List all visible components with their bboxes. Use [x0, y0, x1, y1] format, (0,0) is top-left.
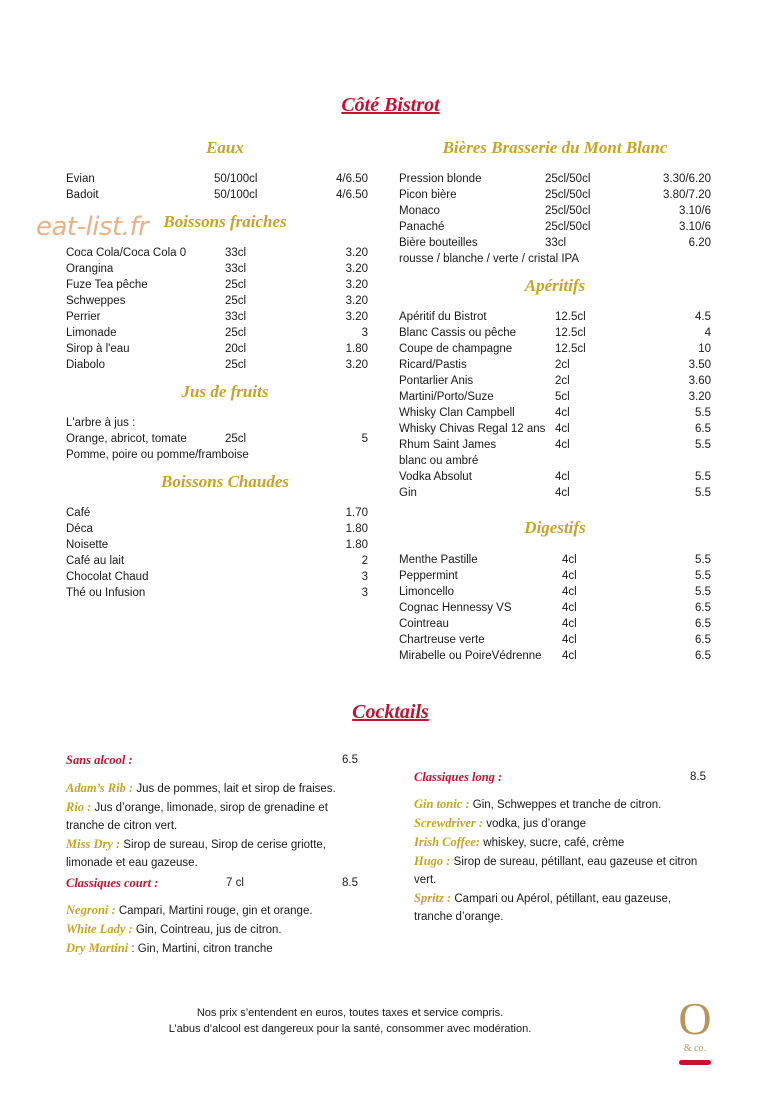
- item-price: 3.20: [345, 247, 368, 259]
- cocktail-item: [66, 920, 366, 939]
- item-name: Café au lait: [66, 555, 125, 567]
- item-name: Déca: [66, 523, 93, 535]
- item-price: 6.5: [695, 650, 711, 662]
- item-price: 6.20: [688, 237, 711, 249]
- item-price: 2: [361, 555, 368, 567]
- sans-alcool-label: Sans alcool :: [66, 753, 133, 767]
- item-price: 4/6.50: [336, 189, 368, 201]
- item-size: 33cl: [225, 263, 247, 275]
- item-name: Perrier: [66, 311, 101, 323]
- item-price: 3: [361, 571, 368, 583]
- menu-item: [66, 585, 368, 601]
- menu-item: [399, 600, 711, 616]
- item-price: 5: [361, 433, 368, 445]
- court-list: [66, 901, 366, 958]
- item-size: 12.5cl: [555, 311, 586, 323]
- item-price: 4.5: [695, 311, 711, 323]
- item-size: 4cl: [562, 586, 577, 598]
- cocktail-desc: : Gin, Martini, citron tranche: [128, 943, 273, 955]
- menu-item: [399, 552, 711, 568]
- item-name: Chocolat Chaud: [66, 571, 149, 583]
- footer-line-1: Nos prix s’entendent en euros, toutes taxes et service compris.: [196, 1007, 504, 1019]
- item-size: 20cl: [225, 343, 247, 355]
- item-price: 1.80: [345, 343, 368, 355]
- item-size: 2cl: [555, 375, 570, 387]
- item-price: 1.80: [345, 539, 368, 551]
- menu-item: [399, 187, 711, 203]
- item-name: Limoncello: [399, 586, 454, 598]
- cocktail-item: [66, 779, 366, 798]
- long-label: Classiques long :: [414, 770, 503, 784]
- item-price: 6.5: [695, 634, 711, 646]
- jus-intro: L'arbre à jus :: [66, 417, 136, 429]
- item-name: Fuze Tea pêche: [66, 279, 148, 291]
- section-title-chaudes: Boissons Chaudes: [160, 472, 290, 491]
- item-name: Diabolo: [66, 359, 105, 371]
- long-price: 8.5: [690, 771, 706, 783]
- section-title-fraiches: Boissons fraiches: [163, 212, 287, 231]
- brand-logo: [670, 993, 720, 1065]
- item-size: 25cl: [225, 279, 247, 291]
- cocktail-desc: whiskey, sucre, café, crème: [480, 837, 625, 849]
- cocktail-name: Rio :: [66, 800, 92, 814]
- section-title-aperitifs: Apéritifs: [524, 276, 586, 295]
- cocktail-name: Spritz :: [414, 891, 452, 905]
- cocktail-item: [414, 833, 710, 852]
- menu-item: [66, 325, 368, 341]
- menu-item: [399, 405, 711, 421]
- item-name: Chartreuse verte: [399, 634, 485, 646]
- cocktail-desc: Jus de pommes, lait et sirop de fraises.: [133, 783, 336, 795]
- menu-item: [399, 373, 711, 389]
- watermark: eat-list.fr: [36, 212, 149, 242]
- court-label: Classiques court :: [66, 876, 159, 890]
- item-size: 33cl: [225, 311, 247, 323]
- item-name: Coupe de champagne: [399, 343, 513, 355]
- item-price: 3: [361, 327, 368, 339]
- item-size: 25cl: [225, 433, 247, 445]
- item-price: 5.5: [695, 471, 711, 483]
- item-size: 2cl: [555, 359, 570, 371]
- item-name: Mirabelle ou PoireVédrenne: [399, 650, 542, 662]
- item-name: Pression blonde: [399, 173, 482, 185]
- menu-item: [399, 219, 711, 235]
- cocktail-name: Dry Martini: [66, 941, 129, 955]
- menu-item: [66, 277, 368, 293]
- item-price: 10: [698, 343, 711, 355]
- item-size: 4cl: [562, 618, 577, 630]
- item-size: 25cl/50cl: [545, 173, 591, 185]
- item-size: 25cl/50cl: [545, 189, 591, 201]
- section-title-jus: Jus de fruits: [181, 382, 269, 401]
- item-price: 5.5: [695, 487, 711, 499]
- item-name: Ricard/Pastis: [399, 359, 467, 371]
- item-name: Orangina: [66, 263, 114, 275]
- item-size: 4cl: [555, 487, 570, 499]
- cocktail-item: [414, 852, 710, 889]
- item-size: 4cl: [555, 439, 570, 451]
- long-list: [414, 795, 710, 926]
- cocktail-desc: Gin, Cointreau, jus de citron.: [132, 924, 282, 936]
- item-name: Badoit: [66, 189, 99, 201]
- menu-item: [399, 389, 711, 405]
- item-price: 3.10/6: [679, 221, 711, 233]
- cocktail-item: [66, 798, 366, 835]
- menu-item: [399, 632, 711, 648]
- item-price: 5.5: [695, 570, 711, 582]
- item-price: 3.60: [688, 375, 711, 387]
- menu-item: [399, 171, 711, 187]
- cocktail-desc: Sirop de sureau, pétillant, eau gazeuse et citron vert.: [414, 856, 698, 886]
- menu-item: [66, 553, 368, 569]
- menu-item: [66, 505, 368, 521]
- jus-item: [66, 431, 368, 447]
- item-size: 12.5cl: [555, 327, 586, 339]
- item-size: 12.5cl: [555, 343, 586, 355]
- section-title-bieres: Bières Brasserie du Mont Blanc: [442, 138, 668, 157]
- item-size: 50/100cl: [214, 189, 258, 201]
- item-name: Vodka Absolut: [399, 471, 472, 483]
- menu-item: [66, 569, 368, 585]
- item-price: 3.30/6.20: [663, 173, 711, 185]
- menu-item: [66, 341, 368, 357]
- item-price: 3.20: [688, 391, 711, 403]
- item-price: 3.20: [345, 295, 368, 307]
- cocktail-desc: Gin, Schweppes et tranche de citron.: [469, 799, 662, 811]
- item-size: 25cl: [225, 295, 247, 307]
- item-size: 4cl: [562, 570, 577, 582]
- logo-bar: [679, 1060, 711, 1065]
- menu-item: [66, 245, 368, 261]
- jus-extra: Pomme, poire ou pomme/framboise: [66, 449, 249, 461]
- item-name: Blanc Cassis ou pêche: [399, 327, 516, 339]
- item-name: Rhum Saint James: [399, 439, 497, 451]
- item-name: Cointreau: [399, 618, 449, 630]
- cocktail-name: Screwdriver :: [414, 816, 484, 830]
- cocktail-desc: Sirop de sureau, Sirop de cerise griotte, limonade et eau gazeuse.: [66, 839, 327, 869]
- item-name: blanc ou ambré: [399, 455, 479, 467]
- item-size: 4cl: [562, 650, 577, 662]
- item-size: 25cl/50cl: [545, 205, 591, 217]
- cocktail-name: Irish Coffee:: [414, 835, 481, 849]
- menu-item: [66, 293, 368, 309]
- cocktails-title: Cocktails: [352, 701, 429, 723]
- page-title: Côté Bistrot: [341, 94, 440, 116]
- cocktail-desc: Campari, Martini rouge, gin et orange.: [115, 905, 313, 917]
- footer-line-2: L’abus d’alcool est dangereux pour la santé, consommer avec modération.: [168, 1023, 532, 1035]
- item-price: 5.5: [695, 554, 711, 566]
- item-name: Orange, abricot, tomate: [66, 433, 187, 445]
- item-size: 4cl: [555, 471, 570, 483]
- menu-item: [66, 187, 368, 203]
- cocktail-desc: Campari ou Apérol, pétillant, eau gazeuse, tranche d’orange.: [414, 893, 672, 923]
- section-title-eaux: Eaux: [206, 138, 244, 157]
- cocktail-name: White Lady :: [66, 922, 133, 936]
- item-name: Monaco: [399, 205, 440, 217]
- item-price: 5.5: [695, 439, 711, 451]
- item-name: Picon bière: [399, 189, 457, 201]
- menu-item: [399, 584, 711, 600]
- cocktail-name: Gin tonic :: [414, 797, 470, 811]
- item-size: 5cl: [555, 391, 570, 403]
- item-size: 4cl: [562, 634, 577, 646]
- menu-item: [399, 357, 711, 373]
- section-title-digestifs: Digestifs: [524, 518, 586, 537]
- menu-item: [399, 648, 711, 664]
- menu-item: [66, 537, 368, 553]
- menu-item: [399, 568, 711, 584]
- item-name: Limonade: [66, 327, 117, 339]
- court-size: 7 cl: [226, 877, 244, 889]
- item-price: 3.20: [345, 311, 368, 323]
- item-size: 4cl: [555, 423, 570, 435]
- item-price: 3.10/6: [679, 205, 711, 217]
- cocktail-desc: Jus d’orange, limonade, sirop de grenadine et tranche de citron vert.: [66, 802, 328, 832]
- item-name: Martini/Porto/Suze: [399, 391, 494, 403]
- item-price: 3.80/7.20: [663, 189, 711, 201]
- menu-item: [399, 341, 711, 357]
- court-price: 8.5: [342, 877, 358, 889]
- menu-item: [399, 437, 711, 453]
- item-price: 1.70: [345, 507, 368, 519]
- bieres-note: rousse / blanche / verte / cristal IPA: [399, 253, 580, 265]
- menu-item: [399, 421, 711, 437]
- item-price: 1.80: [345, 523, 368, 535]
- cocktail-item: [414, 795, 710, 814]
- item-size: 25cl: [225, 327, 247, 339]
- logo-letter: O: [678, 993, 712, 1044]
- item-price: 3.50: [688, 359, 711, 371]
- item-name: Menthe Pastille: [399, 554, 478, 566]
- cocktail-name: Negroni :: [66, 903, 116, 917]
- menu-item: [399, 309, 711, 325]
- menu-item: [66, 171, 368, 187]
- item-price: 6.5: [695, 618, 711, 630]
- sans-alcool-header: [66, 751, 366, 770]
- item-name: Cognac Hennessy VS: [399, 602, 512, 614]
- sans-alcool-price: 6.5: [342, 754, 358, 766]
- menu-item: [66, 309, 368, 325]
- item-price: 4: [704, 327, 711, 339]
- item-name: Noisette: [66, 539, 109, 551]
- item-name: Sirop à l'eau: [66, 343, 130, 355]
- item-name: Coca Cola/Coca Cola 0: [66, 247, 187, 259]
- item-name: Whisky Chivas Regal 12 ans: [399, 423, 546, 435]
- item-name: Whisky Clan Campbell: [399, 407, 515, 419]
- item-name: Pontarlier Anis: [399, 375, 474, 387]
- item-size: 25cl/50cl: [545, 221, 591, 233]
- item-name: Bière bouteilles: [399, 237, 478, 249]
- logo-sub: & co.: [683, 1043, 707, 1054]
- cocktail-name: Adam’s Rib :: [66, 781, 134, 795]
- item-name: Apéritif du Bistrot: [399, 311, 487, 323]
- item-price: 3.20: [345, 263, 368, 275]
- item-price: 6.5: [695, 423, 711, 435]
- item-name: Café: [66, 507, 91, 519]
- item-name: Gin: [399, 487, 417, 499]
- cocktail-item: [414, 889, 710, 926]
- item-name: Thé ou Infusion: [66, 587, 146, 599]
- item-size: 33cl: [545, 237, 567, 249]
- menu-item: [399, 616, 711, 632]
- cocktail-name: Miss Dry :: [66, 837, 121, 851]
- long-header: [414, 768, 710, 787]
- item-price: 3.20: [345, 359, 368, 371]
- cocktail-desc: vodka, jus d’orange: [483, 818, 587, 830]
- menu-item: [399, 469, 711, 485]
- menu-item: [66, 357, 368, 373]
- cocktail-item: [66, 835, 366, 872]
- item-price: 5.5: [695, 407, 711, 419]
- item-price: 3: [361, 587, 368, 599]
- menu-item: [399, 203, 711, 219]
- item-name: Evian: [66, 173, 95, 185]
- item-price: 4/6.50: [336, 173, 368, 185]
- menu-item: [399, 235, 711, 251]
- item-name: Peppermint: [399, 570, 458, 582]
- item-size: 25cl: [225, 359, 247, 371]
- menu-item: [399, 325, 711, 341]
- item-size: 50/100cl: [214, 173, 258, 185]
- cocktail-item: [66, 901, 366, 920]
- menu-item: [66, 261, 368, 277]
- cocktail-name: Hugo :: [414, 854, 451, 868]
- item-size: 33cl: [225, 247, 247, 259]
- cocktail-item: [66, 939, 366, 958]
- item-price: 6.5: [695, 602, 711, 614]
- item-name: Schweppes: [66, 295, 126, 307]
- court-header: [66, 874, 366, 893]
- menu-item: [399, 453, 711, 469]
- item-size: 4cl: [555, 407, 570, 419]
- item-price: 5.5: [695, 586, 711, 598]
- sans-alcool-list: [66, 779, 366, 872]
- item-price: 3.20: [345, 279, 368, 291]
- item-name: Panaché: [399, 221, 445, 233]
- cocktail-item: [414, 814, 710, 833]
- menu-item: [399, 485, 711, 501]
- menu-item: [66, 521, 368, 537]
- item-size: 4cl: [562, 554, 577, 566]
- item-size: 4cl: [562, 602, 577, 614]
